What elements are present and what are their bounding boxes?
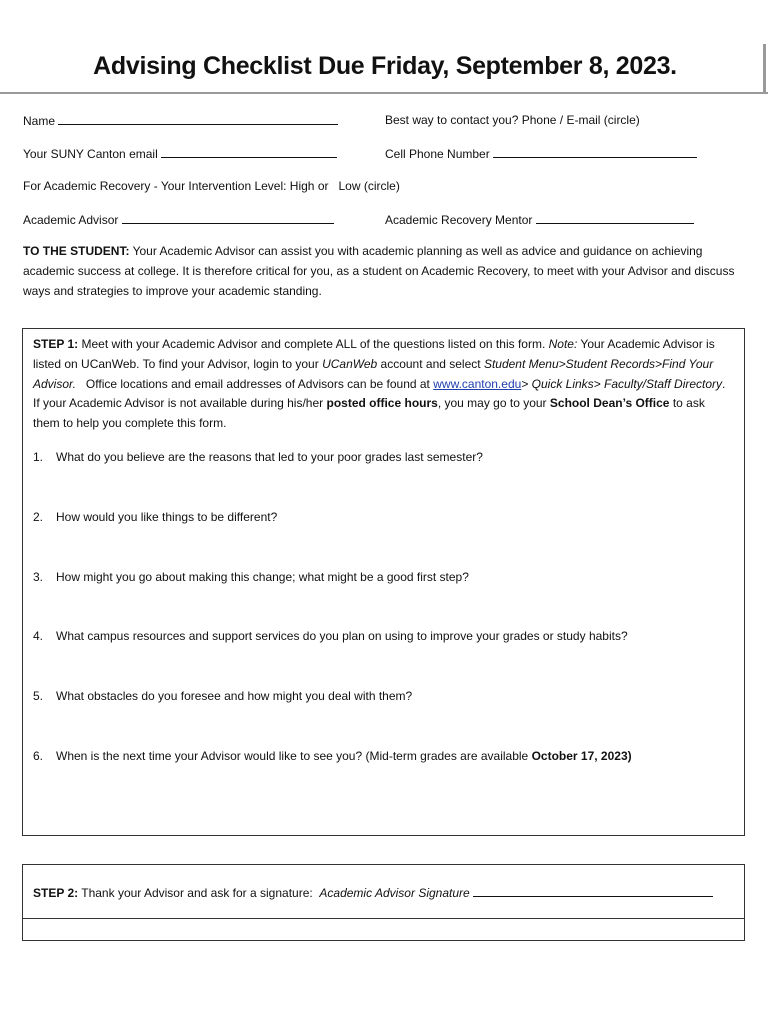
- step2-lead: STEP 2:: [33, 886, 79, 900]
- intervention-level-label: For Academic Recovery - Your Intervention Level: High or Low (circle): [23, 179, 400, 193]
- advisor-label: Academic Advisor: [23, 213, 119, 227]
- name-field: [23, 113, 338, 128]
- advisor-field: [23, 212, 334, 227]
- step1-ucanweb: UCanWeb: [322, 356, 378, 371]
- email-label: Your SUNY Canton email: [23, 147, 158, 161]
- question-number: 3.: [33, 570, 44, 584]
- question-number: 6.: [33, 749, 44, 763]
- cell-phone-blank[interactable]: [493, 146, 697, 158]
- question-item: [33, 510, 277, 524]
- question-text: What do you believe are the reasons that led to your poor grades last semester?: [56, 450, 483, 464]
- step2-box: [22, 864, 745, 919]
- step1-menu-path: Student Menu>Student Records>Find Your Advisor.: [33, 356, 714, 391]
- question-item: [33, 570, 469, 584]
- question-item: [33, 629, 628, 643]
- email-blank[interactable]: [161, 146, 337, 158]
- question-item: [33, 450, 483, 464]
- midterm-date: October 17, 2023): [531, 749, 632, 763]
- step1-text-7: to ask them to help you complete this form.: [33, 396, 705, 431]
- step1-school-dean: School Dean’s Office: [549, 396, 670, 411]
- title-divider: [0, 92, 768, 94]
- advisor-blank[interactable]: [122, 212, 334, 224]
- step1-box: [22, 328, 745, 836]
- step1-note: Note:: [548, 337, 578, 351]
- step2-text: Thank your Advisor and ask for a signature:: [78, 886, 320, 900]
- edge-divider: [763, 44, 766, 92]
- step1-text-3: account and select: [377, 356, 484, 371]
- question-item: [33, 749, 632, 763]
- signature-blank[interactable]: [473, 885, 713, 897]
- intervention-level-field: [23, 179, 400, 193]
- signature-label: Academic Advisor Signature: [319, 886, 470, 900]
- question-text: How would you like things to be different?: [56, 510, 278, 524]
- question-number: 5.: [33, 689, 44, 703]
- step1-text-2: Your Academic Advisor is listed on UCanWeb. To find your Advisor, login to your: [33, 337, 715, 371]
- step1-text-6: , you may go to your: [437, 396, 550, 411]
- step1-text-5: . If your Academic Advisor is not available during his/her: [33, 376, 726, 411]
- question-text: When is the next time your Advisor would like to see you? (Mid-term grades are available: [56, 749, 532, 763]
- question-number: 2.: [33, 510, 44, 524]
- question-item: [33, 689, 412, 703]
- step1-instructions: [33, 335, 733, 434]
- name-label: Name: [23, 114, 56, 128]
- question-text: What campus resources and support services do you plan on using to improve your grades or study habits?: [56, 629, 628, 643]
- step1-text-1: Meet with your Academic Advisor and complete ALL of the questions listed on this form.: [78, 337, 549, 351]
- contact-field: [385, 113, 640, 127]
- question-number: 4.: [33, 629, 44, 643]
- intro-text: Your Academic Advisor can assist you with academic planning as well as advice and guidance on achieving academic success at college. It is therefore critical for you, as a student on Academic Recovery, to meet with your Advisor and discuss ways and strategies to improve your academic standing.: [23, 244, 735, 298]
- step1-quick-links: > Quick Links> Faculty/Staff Directory: [521, 376, 723, 391]
- mentor-blank[interactable]: [536, 212, 694, 224]
- intro-lead: TO THE STUDENT:: [23, 244, 130, 258]
- email-field: [23, 146, 337, 161]
- intro-paragraph: [23, 241, 743, 301]
- step1-posted-hours: posted office hours: [326, 396, 438, 411]
- step2-instructions: [33, 885, 713, 900]
- mentor-label: Academic Recovery Mentor: [385, 213, 533, 227]
- mentor-field: [385, 212, 694, 227]
- cell-phone-label: Cell Phone Number: [385, 147, 490, 161]
- canton-website-link[interactable]: www.canton.edu: [433, 376, 522, 391]
- question-number: 1.: [33, 450, 44, 464]
- step1-lead: STEP 1:: [33, 337, 79, 351]
- step1-text-4: Office locations and email addresses of Advisors can be found at: [75, 376, 434, 391]
- name-blank[interactable]: [58, 113, 338, 125]
- page-title: Advising Checklist Due Friday, September 8, 2023.: [93, 52, 677, 80]
- question-text: How might you go about making this change; what might be a good first step?: [56, 570, 469, 584]
- contact-label: Best way to contact you? Phone / E-mail (circle): [385, 113, 640, 127]
- cell-phone-field: [385, 146, 697, 161]
- question-text: What obstacles do you foresee and how might you deal with them?: [56, 689, 413, 703]
- step2-bottom-row: [22, 919, 745, 941]
